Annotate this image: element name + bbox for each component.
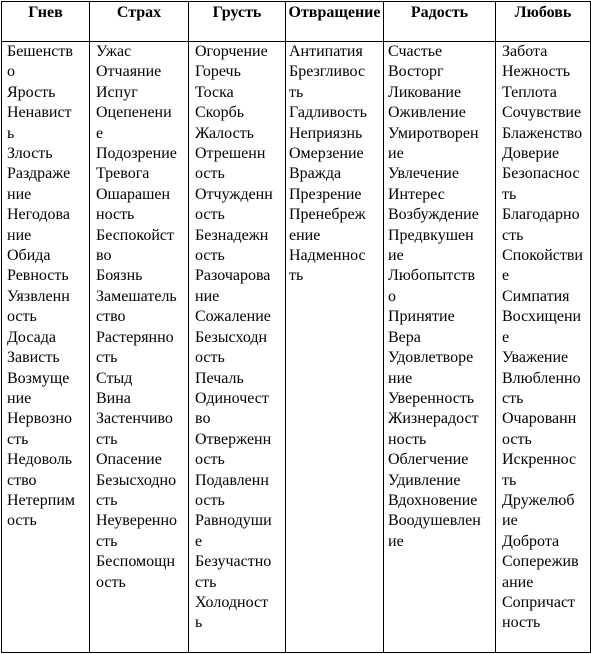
word-line: Благодарно — [502, 206, 580, 224]
word-line: Оживление — [388, 104, 466, 122]
word-line: Растерянно — [96, 328, 174, 346]
sadness-word-list — [195, 42, 284, 634]
word-line: Отчужденн — [195, 185, 273, 203]
word-line: Разочарова — [195, 267, 271, 285]
word-line: сть — [96, 349, 118, 367]
word-line: Гадливость — [289, 104, 367, 122]
word-line: ость — [195, 247, 225, 265]
disgust-cell — [286, 42, 384, 653]
word-line: Отчаяние — [96, 63, 162, 81]
joy-word-list — [388, 42, 494, 552]
word-line: Боязнь — [96, 267, 143, 285]
word-line: Раздраже — [7, 165, 71, 183]
word-line: Презрение — [289, 185, 362, 203]
word-line: Зависть — [7, 349, 60, 367]
word-line: Беспомощн — [96, 553, 176, 571]
word-line: Подозрение — [96, 145, 177, 163]
anger-cell — [2, 42, 90, 653]
word-line: сть — [502, 226, 524, 244]
word-line: сть — [96, 532, 118, 550]
love-word-list — [502, 42, 589, 634]
word-line: Спокойстви — [502, 247, 583, 265]
word-line: ость — [195, 491, 225, 509]
word-line: Безопаснос — [502, 165, 580, 183]
word-line: ие — [388, 247, 404, 265]
word-line: во — [195, 410, 211, 428]
word-line: сть — [195, 573, 217, 591]
word-line: ть — [289, 83, 304, 101]
word-line: Удивление — [388, 471, 461, 489]
word-line: Негодова — [7, 206, 70, 224]
word-line: Сочувствие — [502, 104, 582, 122]
word-line: Тревога — [96, 165, 150, 183]
word-line: Симпатия — [502, 287, 570, 305]
word-line: Жизнерадост — [388, 410, 479, 428]
fear-cell — [90, 42, 189, 653]
word-line: Ненавист — [7, 104, 72, 122]
word-line: Сопережив — [502, 553, 579, 571]
word-line: Ошарашен — [96, 185, 171, 203]
word-line: Возбуждение — [388, 206, 479, 224]
word-line: Омерзение — [289, 145, 364, 163]
word-line: Теплота — [502, 83, 557, 101]
word-line: Безысходно — [96, 471, 177, 489]
word-line: ство — [96, 308, 126, 326]
word-line: сть — [502, 389, 524, 407]
word-line: ость — [7, 512, 37, 530]
word-line: Очарованн — [502, 410, 577, 428]
sadness-cell — [189, 42, 286, 653]
word-line: Обида — [7, 247, 51, 265]
word-line: ние — [7, 185, 32, 203]
word-line: Ярость — [7, 83, 56, 101]
word-line: Скорбь — [195, 104, 245, 122]
word-line: Застенчиво — [96, 410, 173, 428]
word-line: Предвкушен — [388, 226, 474, 244]
word-line: Замешатель — [96, 287, 177, 305]
love-cell — [496, 42, 591, 653]
word-line: ность — [502, 614, 541, 632]
word-line: Надменнос — [289, 247, 366, 265]
word-line: Блаженство — [502, 124, 583, 142]
word-line: Ликование — [388, 83, 462, 101]
word-line: Ревность — [7, 267, 69, 285]
word-line: Безнадежн — [195, 226, 269, 244]
word-line: Тоска — [195, 83, 234, 101]
word-line: Испуг — [96, 83, 138, 101]
header-love: Любовь — [496, 2, 591, 42]
word-line: ность — [96, 206, 135, 224]
word-line: Уважение — [502, 349, 569, 367]
word-line: Сопричаст — [502, 593, 576, 611]
word-line: сть — [96, 491, 118, 509]
word-line: Ужас — [96, 43, 132, 60]
word-line: Одиночест — [195, 389, 269, 407]
word-line: ие — [388, 145, 404, 163]
word-line: Огорчение — [195, 43, 268, 60]
word-line: ть — [502, 471, 517, 489]
word-line: сть — [7, 430, 29, 448]
word-line: Дружелюб — [502, 491, 575, 509]
header-joy: Радость — [384, 2, 496, 42]
word-line: Вера — [388, 328, 421, 346]
word-line: е — [195, 532, 203, 550]
word-line: Опасение — [96, 451, 162, 469]
word-line: Искреннос — [502, 451, 577, 469]
word-line: Печаль — [195, 369, 244, 387]
word-line: ть — [289, 267, 304, 285]
word-line: Сожаление — [195, 308, 271, 326]
word-line: ость — [195, 206, 225, 224]
joy-cell — [384, 42, 496, 653]
word-line: ние — [388, 369, 413, 387]
word-line: Оцепенени — [96, 104, 172, 122]
word-line: Удовлетворе — [388, 349, 474, 367]
word-line: Возмуще — [7, 369, 70, 387]
word-line: Подавленн — [195, 471, 269, 489]
header-sadness: Грусть — [189, 2, 286, 42]
word-line: Уязвленн — [7, 287, 70, 305]
word-line: Восхищени — [502, 308, 582, 326]
word-line: ть — [502, 185, 517, 203]
word-line: ость — [195, 451, 225, 469]
word-line: Досада — [7, 328, 56, 346]
disgust-word-list — [289, 42, 382, 287]
word-line: Увлечение — [388, 165, 459, 183]
word-line: Нежность — [502, 63, 571, 81]
anger-word-list — [7, 42, 88, 532]
word-line: Восторг — [388, 63, 444, 81]
word-line: Безучастно — [195, 553, 272, 571]
word-line: Неуверенно — [96, 512, 178, 530]
word-line: ние — [7, 226, 32, 244]
word-line: Пренебреж — [289, 206, 366, 224]
word-line: Стыд — [96, 369, 133, 387]
word-line: сть — [96, 430, 118, 448]
word-line: Облегчение — [388, 451, 469, 469]
word-line: Умиротворен — [388, 124, 479, 142]
word-line: ость — [7, 308, 37, 326]
word-line: Недоволь — [7, 451, 73, 469]
word-line: ие — [388, 532, 404, 550]
fear-word-list — [96, 42, 187, 593]
word-line: ость — [96, 573, 126, 591]
word-line: Равнодуши — [195, 512, 272, 530]
word-line: Вдохновение — [388, 491, 478, 509]
header-row — [2, 2, 591, 42]
word-line: ь — [7, 124, 15, 142]
header-anger: Гнев — [2, 2, 90, 42]
word-line: Холодност — [195, 593, 269, 611]
word-line: Вражда — [289, 165, 342, 183]
header-fear: Страх — [90, 2, 189, 42]
word-line: Отрешенн — [195, 145, 266, 163]
word-line: Доверие — [502, 145, 560, 163]
word-line: ь — [195, 614, 203, 632]
word-line: Злость — [7, 145, 53, 163]
word-line: Отверженн — [195, 430, 272, 448]
word-line: Принятие — [388, 308, 455, 326]
word-line: ние — [195, 287, 220, 305]
word-line: Воодушевлен — [388, 512, 481, 530]
word-line: ие — [502, 512, 518, 530]
word-line: е — [502, 328, 510, 346]
word-line: ость — [195, 165, 225, 183]
word-line: Интерес — [388, 185, 445, 203]
word-line: Влюбленно — [502, 369, 581, 387]
word-line: ость — [502, 430, 532, 448]
word-line: о — [388, 287, 396, 305]
word-line: ение — [289, 226, 321, 244]
header-disgust: Отвращение — [286, 2, 384, 42]
word-line: Безысходн — [195, 328, 268, 346]
word-line: ние — [7, 389, 32, 407]
word-line: Счастье — [388, 43, 443, 60]
word-line: Забота — [502, 43, 548, 60]
word-line: Вина — [96, 389, 131, 407]
emotions-table — [1, 1, 591, 653]
word-line: Нетерпим — [7, 491, 75, 509]
word-line: Беспокойст — [96, 226, 174, 244]
word-line: ость — [195, 349, 225, 367]
word-line: Неприязнь — [289, 124, 363, 142]
word-line: Горечь — [195, 63, 241, 81]
word-line: о — [7, 63, 15, 81]
word-line: Брезгливос — [289, 63, 366, 81]
word-line: е — [502, 267, 510, 285]
word-line: ство — [7, 471, 37, 489]
word-line: Бешенств — [7, 43, 73, 60]
word-line: е — [96, 124, 104, 142]
body-row — [2, 42, 591, 653]
word-line: Уверенность — [388, 389, 475, 407]
word-line: Жалость — [195, 124, 254, 142]
word-line: Антипатия — [289, 43, 363, 60]
word-line: Любопытств — [388, 267, 476, 285]
word-line: во — [96, 247, 112, 265]
word-line: Нервозно — [7, 410, 72, 428]
word-line: ание — [502, 573, 534, 591]
word-line: Доброта — [502, 532, 560, 550]
word-line: ность — [388, 430, 427, 448]
